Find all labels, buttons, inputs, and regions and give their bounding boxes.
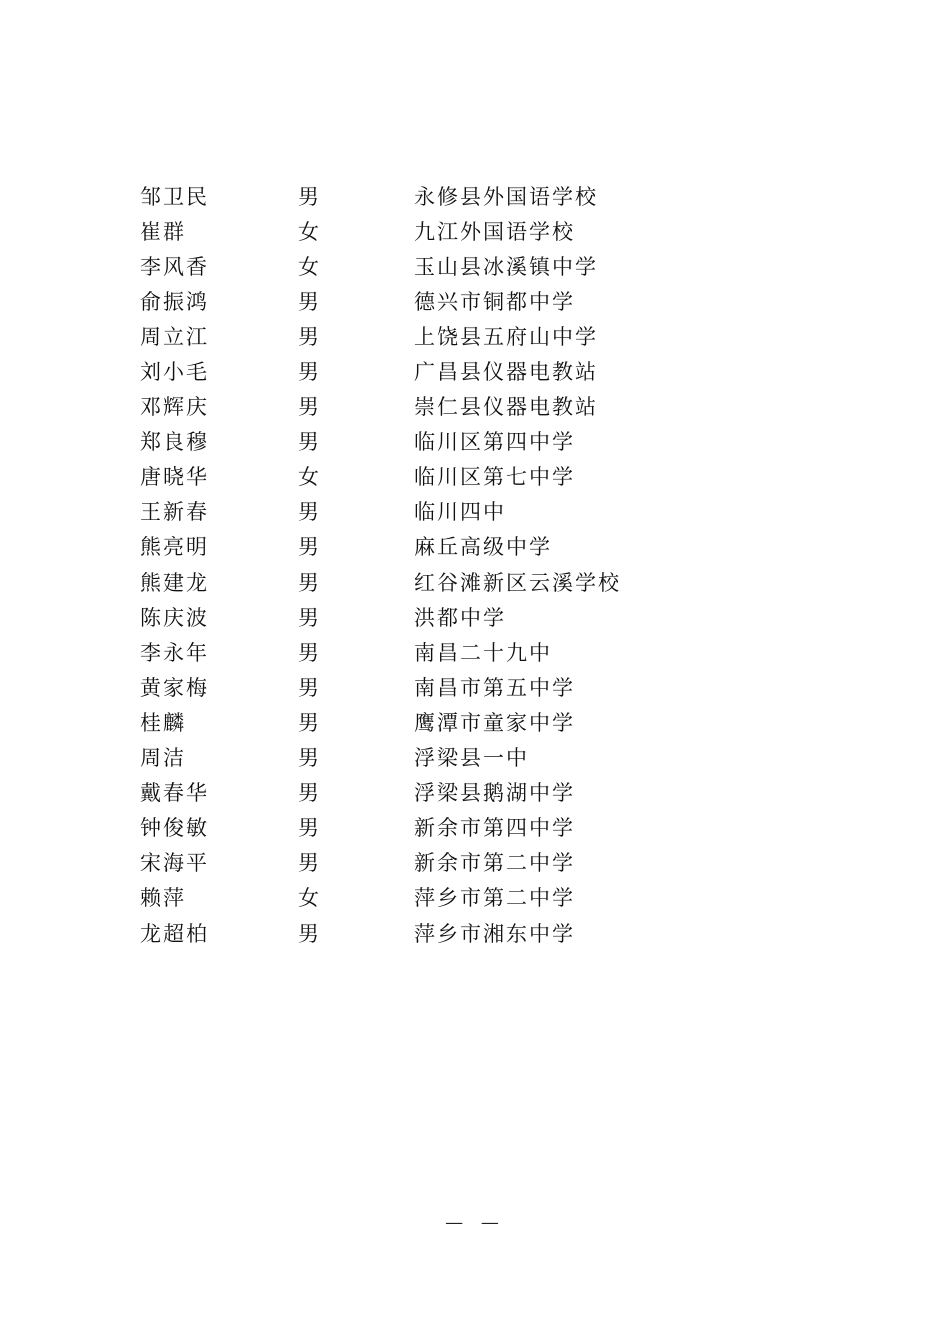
roster-row (140, 459, 760, 494)
person-gender: 男 (298, 605, 321, 630)
person-school: 萍乡市湘东中学 (414, 921, 575, 946)
roster-row (140, 529, 760, 564)
person-school: 浮梁县一中 (414, 746, 529, 771)
person-name: 桂麟 (140, 710, 186, 735)
person-gender: 女 (298, 465, 321, 490)
person-name: 陈庆波 (140, 605, 209, 630)
roster-row (140, 810, 760, 845)
person-gender: 男 (298, 535, 321, 560)
roster-row (140, 389, 760, 424)
person-gender: 男 (298, 289, 321, 314)
person-name: 周立江 (140, 324, 209, 349)
person-gender: 男 (298, 921, 321, 946)
roster-row (140, 353, 760, 388)
person-name: 刘小毛 (140, 360, 209, 385)
person-school: 浮梁县鹅湖中学 (414, 781, 575, 806)
person-name: 王新春 (140, 500, 209, 525)
person-school: 新余市第四中学 (414, 816, 575, 841)
person-gender: 男 (298, 710, 321, 735)
person-name: 郑良穆 (140, 430, 209, 455)
person-name: 戴春华 (140, 781, 209, 806)
person-school: 萍乡市第二中学 (414, 886, 575, 911)
person-name: 宋海平 (140, 851, 209, 876)
roster-row (140, 740, 760, 775)
roster-row (140, 599, 760, 634)
person-gender: 男 (298, 675, 321, 700)
person-school: 德兴市铜都中学 (414, 289, 575, 314)
person-school: 南昌二十九中 (414, 640, 552, 665)
person-gender: 男 (298, 184, 321, 209)
person-name: 钟俊敏 (140, 816, 209, 841)
roster-row (140, 915, 760, 950)
roster-row (140, 424, 760, 459)
person-school: 九江外国语学校 (414, 219, 575, 244)
person-school: 南昌市第五中学 (414, 675, 575, 700)
person-gender: 男 (298, 500, 321, 525)
person-name: 唐晓华 (140, 465, 209, 490)
person-gender: 男 (298, 851, 321, 876)
person-name: 熊亮明 (140, 535, 209, 560)
person-gender: 男 (298, 640, 321, 665)
roster-row (140, 178, 760, 213)
person-name: 龙超柏 (140, 921, 209, 946)
person-school: 广昌县仪器电教站 (414, 360, 598, 385)
roster-row (140, 669, 760, 704)
roster-row (140, 704, 760, 739)
person-name: 赖萍 (140, 886, 186, 911)
person-gender: 男 (298, 816, 321, 841)
person-gender: 男 (298, 395, 321, 420)
roster-row (140, 213, 760, 248)
person-school: 新余市第二中学 (414, 851, 575, 876)
roster-row (140, 564, 760, 599)
person-gender: 男 (298, 430, 321, 455)
person-name: 邹卫民 (140, 184, 209, 209)
person-school: 红谷滩新区云溪学校 (414, 570, 621, 595)
roster-row (140, 318, 760, 353)
person-school: 鹰潭市童家中学 (414, 710, 575, 735)
person-school: 崇仁县仪器电教站 (414, 395, 598, 420)
roster-row (140, 775, 760, 810)
person-school: 麻丘高级中学 (414, 535, 552, 560)
person-gender: 女 (298, 219, 321, 244)
person-name: 李永年 (140, 640, 209, 665)
person-gender: 男 (298, 781, 321, 806)
roster-row (140, 248, 760, 283)
person-gender: 女 (298, 254, 321, 279)
roster-row (140, 880, 760, 915)
person-gender: 女 (298, 886, 321, 911)
person-name: 周洁 (140, 746, 186, 771)
person-school: 上饶县五府山中学 (414, 324, 598, 349)
page-footer-marker: — — (445, 1212, 505, 1233)
person-gender: 男 (298, 570, 321, 595)
person-school: 玉山县冰溪镇中学 (414, 254, 598, 279)
person-school: 永修县外国语学校 (414, 184, 598, 209)
person-name: 崔群 (140, 219, 186, 244)
roster-row (140, 494, 760, 529)
person-gender: 男 (298, 360, 321, 385)
person-name: 俞振鸿 (140, 289, 209, 314)
person-school: 临川区第四中学 (414, 430, 575, 455)
roster-row (140, 283, 760, 318)
person-school: 临川区第七中学 (414, 465, 575, 490)
roster-list (140, 178, 760, 950)
person-name: 李风香 (140, 254, 209, 279)
person-name: 熊建龙 (140, 570, 209, 595)
person-school: 临川四中 (414, 500, 506, 525)
person-name: 邓辉庆 (140, 395, 209, 420)
roster-row (140, 634, 760, 669)
person-gender: 男 (298, 324, 321, 349)
person-school: 洪都中学 (414, 605, 506, 630)
person-gender: 男 (298, 746, 321, 771)
person-name: 黄家梅 (140, 675, 209, 700)
roster-row (140, 845, 760, 880)
